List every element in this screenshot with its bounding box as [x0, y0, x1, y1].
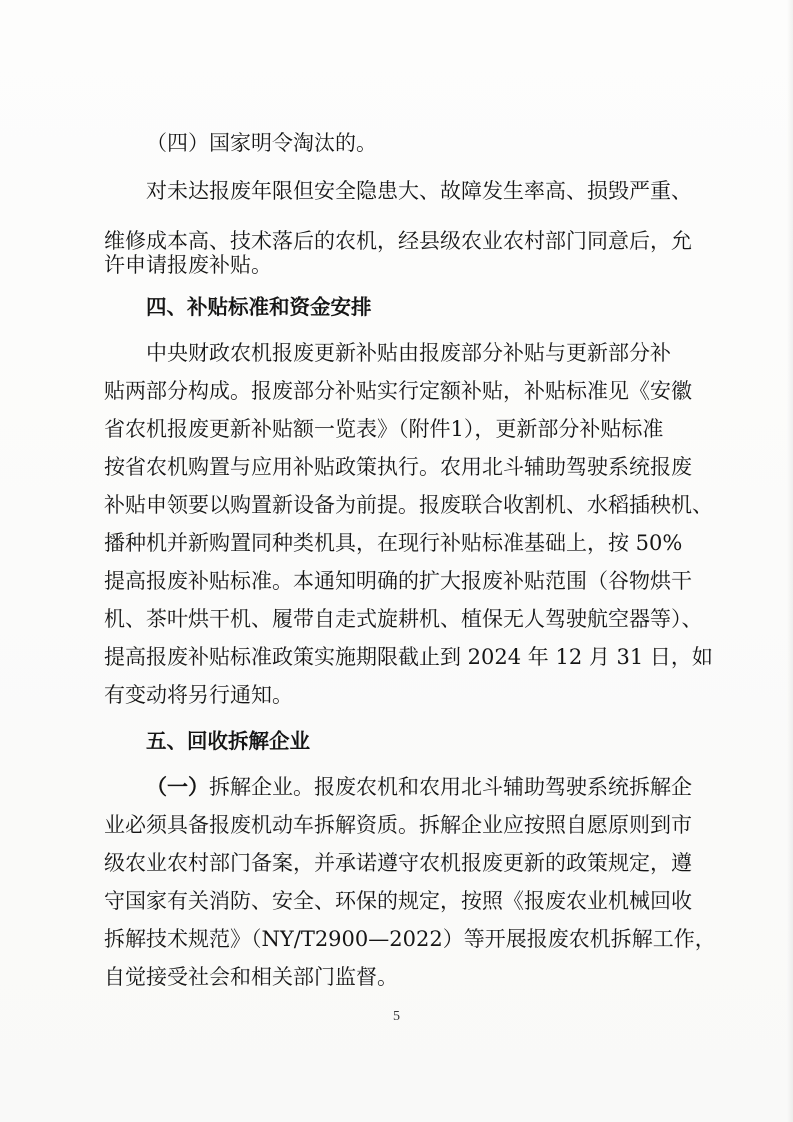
paragraph-line: 业必须具备报废机动车拆解资质。拆解企业应按照自愿原则到市 [104, 813, 692, 837]
section-heading: 四、补贴标准和资金安排 [146, 295, 372, 319]
paragraph-line [146, 772, 692, 802]
paragraph-line: 中央财政农机报废更新补贴由报废部分补贴与更新部分补 [146, 341, 671, 365]
paragraph-line: 按省农机购置与应用补贴政策执行。农用北斗辅助驾驶系统报废 [104, 455, 692, 479]
paragraph-line: 对未达报废年限但安全隐患大、故障发生率高、损毁严重、 [146, 179, 692, 203]
paragraph-line: 拆解技术规范》（NY/T2900—2022）等开展报废农机拆解工作， [104, 927, 716, 951]
paragraph-line: 播种机并新购置同种类机具，在现行补贴标准基础上，按 50% [104, 531, 683, 555]
paragraph-line: 提高报废补贴标准。本通知明确的扩大报废补贴范围（谷物烘干 [104, 569, 692, 593]
page-number: 5 [393, 1009, 400, 1024]
paragraph-line: 提高报废补贴标准政策实施期限截止到 2024 年 12 月 31 日，如 [104, 645, 713, 669]
paragraph-line: （四）国家明令淘汰的。 [146, 131, 377, 155]
paragraph-line: 贴两部分构成。报废部分补贴实行定额补贴，补贴标准见《安徽 [104, 379, 692, 403]
paragraph-line: 维修成本高、技术落后的农机，经县级农业农村部门同意后，允 [104, 229, 692, 253]
paragraph-line: 级农业农村部门备案，并承诺遵守农机报废更新的政策规定，遵 [104, 851, 692, 875]
paragraph-line: 许申请报废补贴。 [104, 253, 272, 277]
paragraph-line: 省农机报废更新补贴额一览表》（附件1），更新部分补贴标准 [104, 417, 664, 441]
paragraph-line: 补贴申领要以购置新设备为前提。报废联合收割机、水稻插秧机、 [104, 493, 713, 517]
paragraph-line: 守国家有关消防、安全、环保的规定，按照《报废农业机械回收 [104, 889, 692, 913]
paragraph-text: 拆解企业。报废农机和农用北斗辅助驾驶系统拆解企 [209, 775, 692, 799]
paragraph-line: 机、茶叶烘干机、履带自走式旋耕机、植保无人驾驶航空器等）、 [104, 607, 703, 631]
paragraph-line: 自觉接受社会和相关部门监督。 [104, 965, 398, 989]
section-heading: 五、回收拆解企业 [146, 729, 310, 753]
paragraph-line: 有变动将另行通知。 [104, 683, 293, 707]
subsection-number: （一） [146, 774, 209, 799]
scan-edge [787, 0, 793, 1122]
